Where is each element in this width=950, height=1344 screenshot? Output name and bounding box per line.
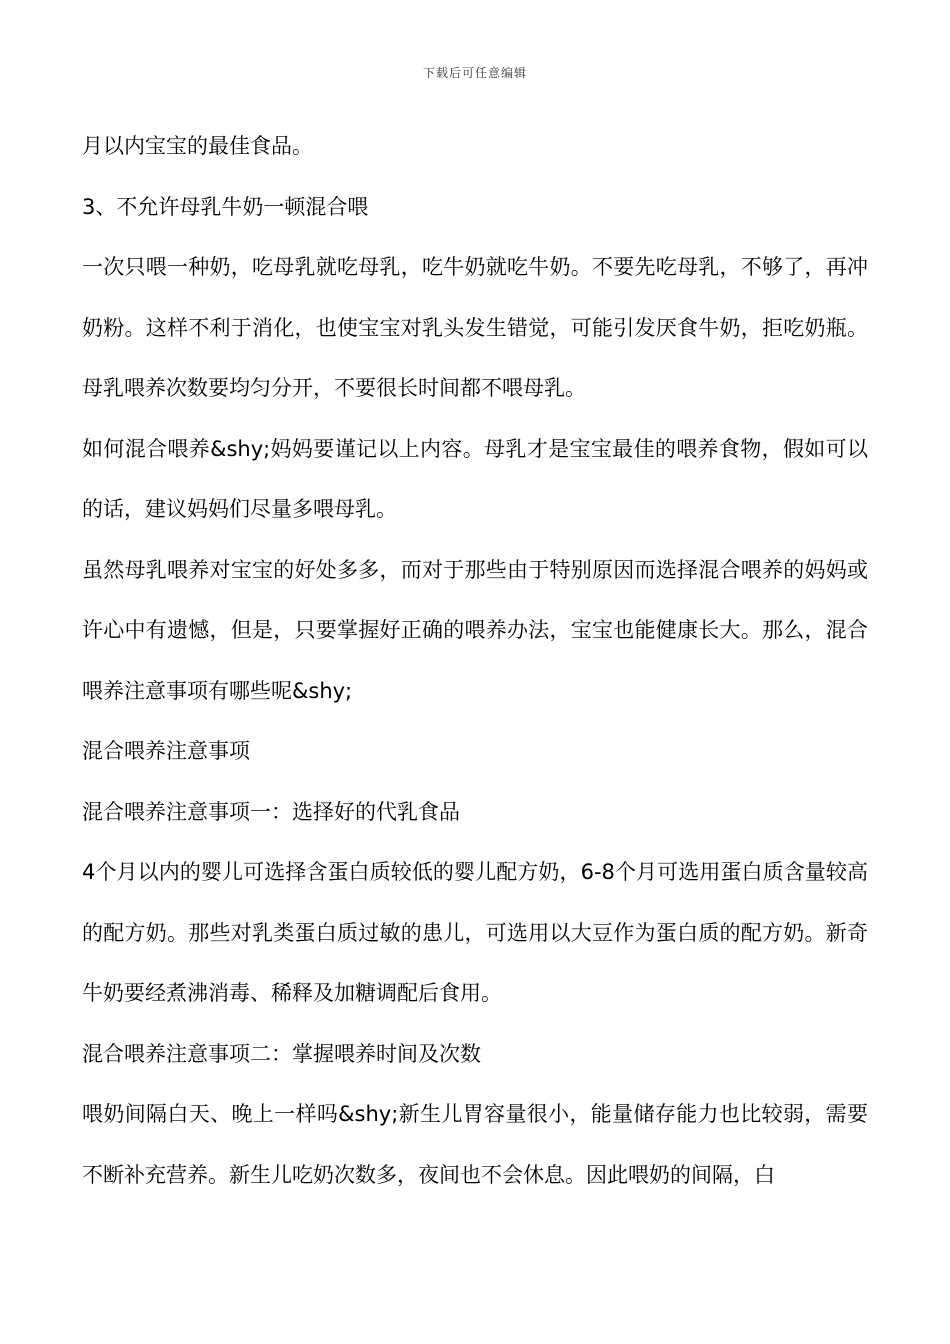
paragraph: 4个月以内的婴儿可选择含蛋白质较低的婴儿配方奶，6-8个月可选用蛋白质含量较高的配方奶。那些对乳类蛋白质过敏的患儿，可选用以大豆作为蛋白质的配方奶。新奇牛奶要经煮沸消毒、稀释及加糖调配后食用。: [82, 860, 868, 1005]
paragraph: 月以内宝宝的最佳食品。: [82, 134, 313, 158]
section-heading: 混合喂养注意事项一：选择好的代乳食品: [82, 799, 460, 824]
section-heading: 3、不允许母乳牛奶一顿混合喂: [82, 194, 369, 219]
document-body: [82, 116, 868, 1205]
section-heading: 混合喂养注意事项二：掌握喂养时间及次数: [82, 1041, 481, 1066]
paragraph: 喂奶间隔白天、晚上一样吗&shy;新生儿胃容量很小，能量储存能力也比较弱，需要不断补充营养。新生儿吃奶次数多，夜间也不会休息。因此喂奶的间隔，白: [82, 1102, 868, 1187]
paragraph: 一次只喂一种奶，吃母乳就吃母乳，吃牛奶就吃牛奶。不要先吃母乳，不够了，再冲奶粉。这样不利于消化，也使宝宝对乳头发生错觉，可能引发厌食牛奶，拒吃奶瓶。母乳喂养次数要均匀分开，不要很长时间都不喂母乳。: [82, 255, 868, 400]
paragraph: 如何混合喂养&shy;妈妈要谨记以上内容。母乳才是宝宝最佳的喂养食物，假如可以的话，建议妈妈们尽量多喂母乳。: [82, 436, 868, 521]
page-header-note: 下载后可任意编辑: [422, 66, 527, 80]
paragraph: 虽然母乳喂养对宝宝的好处多多，而对于那些由于特别原因而选择混合喂养的妈妈或许心中有遗憾，但是，只要掌握好正确的喂养办法，宝宝也能健康长大。那么，混合喂养注意事项有哪些呢&shy;: [82, 557, 868, 703]
section-heading: 混合喂养注意事项: [82, 739, 250, 763]
